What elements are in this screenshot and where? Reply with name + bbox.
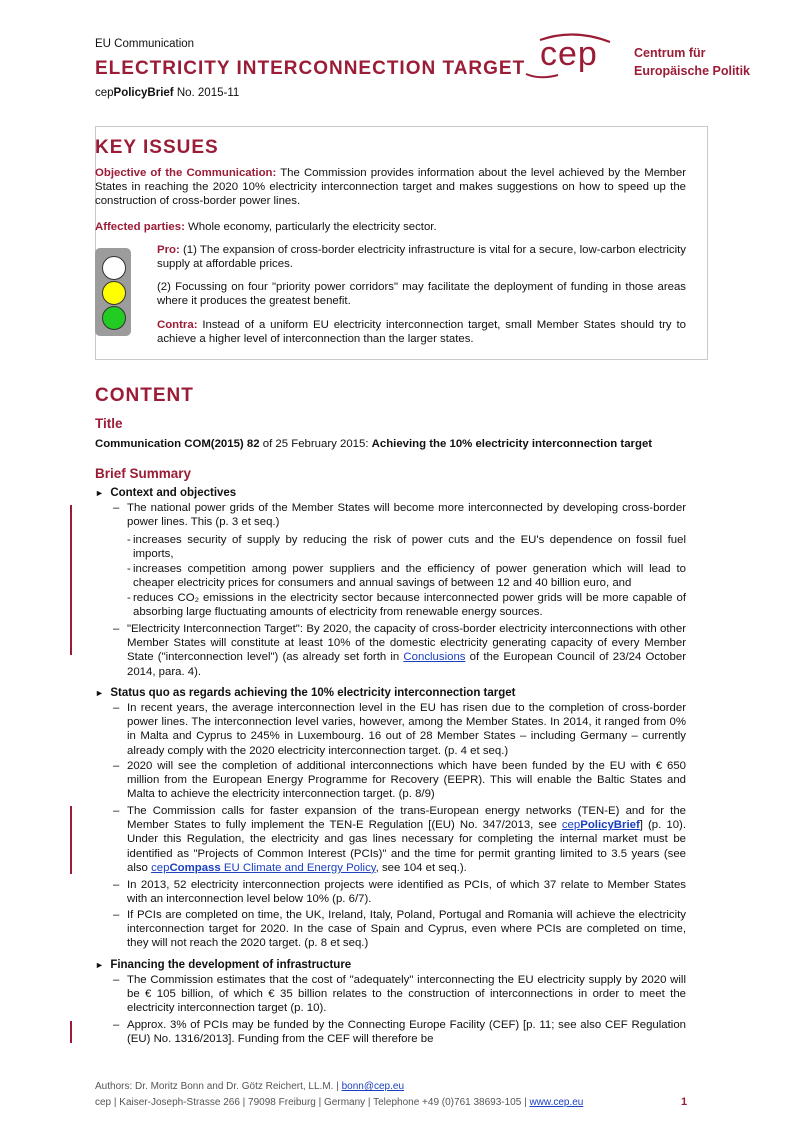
org-name: Centrum für Europäische Politik [634,46,751,78]
cepcompass-link[interactable]: cepCompass EU Climate and Energy Policy [151,861,376,874]
context-subitem: increases security of supply by reducing the risk of power cuts and the EU's dependence on fossil fuel imports, [133,534,686,561]
change-bar [70,1021,72,1043]
status-item: 2020 will see the completion of additional interconnections which have been funded by the EU with € 650 million from the European Energy Programme for Recovery (EEPR). This will enable the Baltic States and Malta to achieve the electricity interconnection target. (p. 8/9) [127,760,686,801]
logo-wordmark: cep [540,35,598,73]
traffic-light-white [102,256,126,280]
section-context: ► Context and objectives [95,487,237,499]
bullet-arrow-icon: ► [95,488,104,498]
dash-bullet: – [113,974,120,986]
dash-bullet: – [113,623,120,635]
dash-bullet: – [113,909,120,921]
policybrief-number: cepPolicyBrief No. 2015-11 [95,87,240,99]
section-status-quo: ► Status quo as regards achieving the 10% electricity interconnection target [95,687,516,699]
dash-bullet: – [113,879,120,891]
traffic-light-yellow [102,281,126,305]
status-item: In recent years, the average interconnection level in the EU has risen due to the completion of cross-border power lines. The interconnection level varies, however, among the Member States. In 2014, it ranged from 0% in Malta and Cyprus to 245% in Luxembourg. 16 out of 28 Member States – including Germany – currently already comply with the 2020 electricity interconnection target. (p. 4 et seq.) [127,702,686,757]
dash-bullet: – [113,1019,120,1031]
objective-paragraph: Objective of the Communication: The Commission provides information about the level achieved by the Member States in reaching the 2020 10% electricity interconnection target and makes suggestions on how to speed up the construction of cross-border power lines. [95,167,687,208]
dash-bullet: – [113,760,120,772]
change-bar [70,505,72,655]
context-item: The national power grids of the Member States will become more interconnected by developing cross-border power lines. This (p. 3 et seq.) [127,502,686,529]
context-subitem: increases competition among power suppliers and the efficiency of power generation which will lead to cheaper electricity prices for consumers and annual savings of between 12 and 40 billion euro, and [133,563,686,590]
title-heading: Title [95,416,123,431]
sub-bullet: - [127,563,131,575]
affected-paragraph: Affected parties: Whole economy, particularly the electricity sector. [95,221,437,233]
conclusions-link[interactable]: Conclusions [403,651,466,664]
pro-paragraph-1: Pro: (1) The expansion of cross-border electricity infrastructure is vital for a secure, low-carbon electricity supply at affordable prices. [157,244,686,271]
sub-bullet: - [127,534,131,546]
doc-category: EU Communication [95,38,195,50]
financing-item: Approx. 3% of PCIs may be funded by the Connecting Europe Facility (CEF) [p. 11; see also CEF Regulation (EU) No. 1316/2013]. Funding from the CEF will therefore be [127,1019,686,1046]
bullet-arrow-icon: ► [95,688,104,698]
brief-summary-heading: Brief Summary [95,466,192,481]
section-financing: ► Financing the development of infrastructure [95,959,352,971]
communication-title: Communication COM(2015) 82 of 25 February 2015: Achieving the 10% electricity interconnection target [95,438,653,450]
status-item: The Commission calls for faster expansion of the trans-European energy networks (TEN-E) and for the Member States to fully implement the TEN-E Regulation [(EU) No. 347/2013, see cepPolicyBrief] (p. 10). Under this Regulation, the electricity and gas lines necessary for completing the internal market must be identified as "Projects of Common Interest (PCIs)" and the time for permit granting limited to 3.5 years (see also cepCompass EU Climate and Energy Policy, see 104 et seq.). [127,805,686,874]
pro-paragraph-2: (2) Focussing on four "priority power corridors" may facilitate the deployment of funding in those areas where it produces the greatest benefit. [157,281,686,308]
dash-bullet: – [113,702,120,714]
status-item: If PCIs are completed on time, the UK, Ireland, Italy, Poland, Portugal and Romania will achieve the electricity interconnection target for 2020. In the case of Spain and Cyprus, even where PCIs are completed on time, they will not reach the 2020 target. (p. 8 et seq.) [127,909,686,950]
status-item: In 2013, 52 electricity interconnection projects were identified as PCIs, of which 37 relate to Member States with an interconnection level below 10% (p. 6/7). [127,879,686,906]
website-link[interactable]: www.cep.eu [529,1097,584,1108]
sub-bullet: - [127,592,131,604]
policybrief-link[interactable]: cepPolicyBrief [561,819,640,832]
bullet-arrow-icon: ► [95,960,104,970]
doc-title: ELECTRICITY INTERCONNECTION TARGET [95,58,526,79]
traffic-light-green [102,306,126,330]
context-subitem: reduces CO₂ emissions in the electricity sector because interconnected power grids will be more capable of absorbing large fluctuating amounts of electricity from renewable energy sources. [133,592,686,619]
traffic-light-icon [95,248,131,336]
dash-bullet: – [113,805,120,817]
context-item: "Electricity Interconnection Target": By 2020, the capacity of cross-border electricity interconnections with other Member States will constitute at least 10% of the domestic electricity generating capacity of every Member State ("interconnection level") (as already set forth in Conclusions of the European Council of 23/24 October 2014, para. 4). [127,623,686,678]
change-bar [70,806,72,874]
footer-authors: Authors: Dr. Moritz Bonn and Dr. Götz Reichert, LL.M. | bonn@cep.eu [95,1081,405,1092]
cep-logo [522,30,622,80]
author-email-link[interactable]: bonn@cep.eu [341,1081,405,1092]
content-heading: CONTENT [95,385,194,406]
key-issues-heading: KEY ISSUES [95,137,219,158]
dash-bullet: – [113,502,120,514]
page-number: 1 [681,1096,688,1108]
footer-address: cep | Kaiser-Joseph-Strasse 266 | 79098 Freiburg | Germany | Telephone +49 (0)761 38693-105 | www.cep.eu [95,1097,584,1108]
financing-item: The Commission estimates that the cost of "adequately" interconnecting the EU electricity supply by 2020 will be € 105 billion, of which € 35 billion relates to the construction of interconnections in order to meet the electricity interconnection target (p. 10). [127,974,686,1015]
contra-paragraph: Contra: Instead of a uniform EU electricity interconnection target, small Member States should try to achieve a higher level of interconnection than the larger states. [157,319,686,346]
